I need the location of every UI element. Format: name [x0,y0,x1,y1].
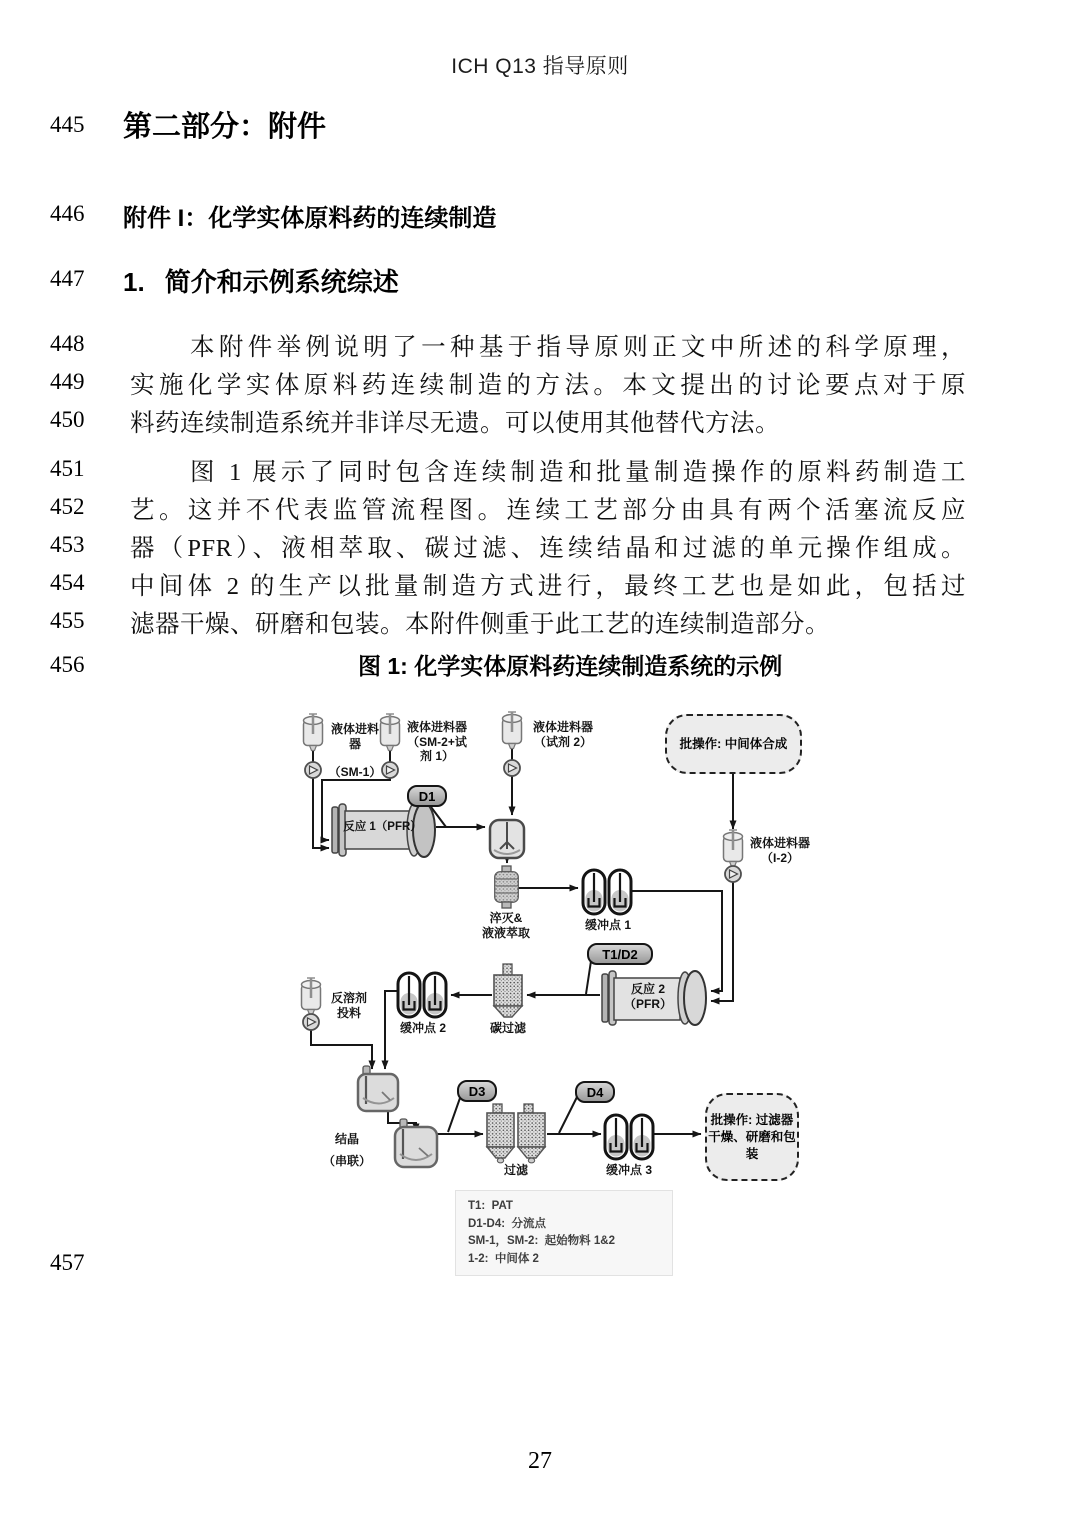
leader-t1d2 [586,961,591,994]
paragraph-line: 中间体 2 的生产以批量制造方式进行，最终工艺也是如此，包括过 [130,573,966,600]
buffer-tank-icon [631,1115,653,1159]
buffer3-tanks-icon [605,1115,653,1159]
line-number: 457 [50,1250,85,1275]
figure-caption: 图 1: 化学实体原料药连续制造系统的示例 [358,653,783,679]
buffer-tank-icon [609,870,631,914]
filtration-label: 过滤 [503,1163,528,1177]
line-number: 448 [50,331,85,356]
batch-synthesis-box: 批操作: 中间体合成 [665,714,802,774]
page-header: ICH Q13 指导原则 [451,55,629,78]
bottle-icon [724,830,743,867]
line-number: 446 [50,201,85,226]
buffer-tank-icon [424,973,446,1017]
badge-d3: D3 [457,1080,497,1102]
buffer-tank-icon [605,1115,627,1159]
line-number: 450 [50,407,85,432]
flow-antisolvent-to-cryst1 [311,1030,372,1069]
legend-row: SM-1，SM-2: 起始物料 1&2 [468,1235,615,1247]
feeder-i2-icon [724,830,743,882]
bottle-icon [302,978,321,1015]
line-number: 447 [50,266,85,291]
leader-d4 [559,1097,577,1133]
feeder-sm1-sub-label: （SM-1） [328,765,382,779]
legend-row: D1-D4: 分流点 [468,1217,546,1230]
subsection-text: 简介和示例系统综述 [164,267,399,297]
pump-icon [303,1014,319,1030]
stirred-tank-icon [490,820,524,858]
page-number: 27 [528,1448,552,1474]
line-number: 453 [50,532,85,557]
buffer2-label: 缓冲点 2 [399,1021,446,1035]
feeder-reagent2-icon [503,712,522,776]
feeder-sm2-label: 液体进料器 （SM-2+试 剂 1） [406,720,467,763]
badge-d4: D4 [575,1081,615,1103]
line-number: 451 [50,456,85,481]
badge-d1: D1 [407,785,447,807]
buffer-tank-icon [398,973,420,1017]
pump-icon [725,866,741,882]
figure-legend [455,1190,673,1276]
bottle-icon [503,712,522,749]
line-number: 455 [50,608,85,633]
paragraph-line: 实施化学实体原料药连续制造的方法。本文提出的讨论要点对于原 [130,372,966,399]
buffer3-label: 缓冲点 3 [605,1163,652,1177]
filter-vessels-icon [487,1104,545,1163]
crystallizer2-icon [395,1119,437,1167]
antisolvent-feeder-icon [302,978,321,1030]
crystallizer1-icon [358,1066,398,1111]
extraction-column-icon [495,866,518,908]
batch-finish-box: 批操作: 过滤器 干燥、研磨和包 装 [705,1093,799,1181]
buffer-tank-icon [583,870,605,914]
paragraph-line: 艺。这并不代表监管流程图。连续工艺部分由具有两个活塞流反应 [130,497,966,524]
paragraph-line: 图 1 展示了同时包含连续制造和批量制造操作的原料药制造工 [190,459,966,486]
subsection-index: 1. [123,267,145,297]
carbon-filter-label: 碳过滤 [489,1021,526,1035]
line-number: 452 [50,494,85,519]
paragraph-line: 料药连续制造系统并非详尽无遗。可以使用其他替代方法。 [130,410,780,437]
legend-row: T1: PAT [468,1200,513,1212]
feeder-sm1-icon [304,714,323,778]
annex-title: 附件 I：化学实体原料药的连续制造 [123,205,497,232]
pump-icon [504,760,520,776]
antisolvent-label: 反溶剂 投料 [330,991,367,1020]
bottle-icon [304,714,323,751]
badge-t1d2: T1/D2 [587,943,653,965]
paragraph-line: 器（PFR）、液相萃取、碳过滤、连续结晶和过滤的单元操作组成。 [130,535,966,562]
crystallization-label: 结晶 （串联） [322,1132,371,1168]
feeder-sm1-label: 液体进料 器 [330,722,379,751]
leader-d3 [448,1098,460,1132]
section-title: 第二部分：附件 [123,111,327,143]
buffer2-tanks-icon [398,973,446,1017]
feeder-reagent2-label: 液体进料器 （试剂 2） [532,720,593,749]
pfr2-label: 反应 2 （PFR） [623,982,672,1011]
line-number: 454 [50,570,85,595]
legend-row: 1-2: 中间体 2 [468,1252,539,1265]
buffer1-tanks-icon [583,870,631,914]
pfr1-label: 反应 1（PFR） [343,821,422,833]
feeder-i2-label: 液体进料器 （I-2） [749,836,810,865]
process-flow-diagram [290,708,812,1283]
line-number: 445 [50,112,85,137]
carbon-filter-icon [494,964,522,1017]
buffer1-label: 缓冲点 1 [584,918,631,932]
line-number: 456 [50,652,85,677]
paragraph-line: 本附件举例说明了一种基于指导原则正文中所述的科学原理， [190,334,966,361]
flow-buffer1-to-pfr2 [631,891,722,991]
pump-icon [305,762,321,778]
line-number: 449 [50,369,85,394]
paragraph-line: 滤器干燥、研磨和包装。本附件侧重于此工艺的连续制造部分。 [130,611,830,638]
quench-label: 淬灭& 液液萃取 [481,911,530,940]
subsection-title [123,262,399,299]
